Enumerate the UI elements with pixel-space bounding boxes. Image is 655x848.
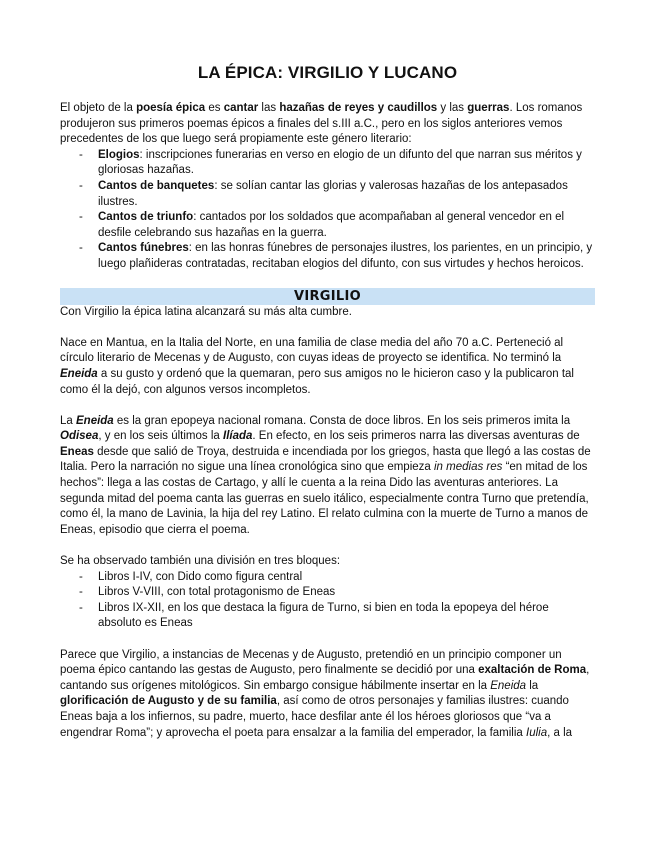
intro-bold-term: guerras xyxy=(467,102,510,114)
intro-text: . Los romanos produjeron sus primeros poemas épicos a finales del s.III a.C., pero en los siglos anteriores vemos precedentes de los que luego será propiamente este género literario: xyxy=(60,102,583,146)
intro-text: y las xyxy=(437,102,468,114)
intro-bold-term: cantar xyxy=(223,102,259,114)
intro-bold-term: hazañas de reyes y caudillos xyxy=(279,102,438,114)
section-paragraph: Con Virgilio la épica latina alcanzará su más alta cumbre. xyxy=(60,305,352,318)
genre-term: Cantos de triunfo xyxy=(98,211,194,224)
paragraph-text: , y en los seis últimos la xyxy=(98,430,223,443)
list-item: - Libros V-VIII, con total protagonismo de Eneas xyxy=(60,585,595,601)
list-item: - Libros IX-XII, en los que destaca la figura de Turno, si bien en toda la epopeya del héroe absoluto es Eneas xyxy=(60,601,595,632)
work-title: Eneida xyxy=(60,367,98,380)
bold-phrase: exaltación de Roma xyxy=(478,664,587,677)
paragraph-text: “en mitad de los hechos”: llega a las costas de Cartago, y allí le cuenta a la reina Dido las aventuras anteriores. La segunda mitad del poema canta las guerras en suelo itálico, especialmente contra Turno que pretendía, como él, la mano de Lavinia, la hija del rey Latino. El relato culmina con la muerte de Turno a manos de Eneas, episodio que cierra el poema. xyxy=(60,461,589,536)
genre-description: : cantados por los soldados que acompañaban al general vencedor en el desfile celebrando sus hazañas en la guerra. xyxy=(98,211,565,239)
paragraph-text: Nace en Mantua, en la Italia del Norte, en una familia de clase media del año 70 a.C. Perteneció al círculo literario de Mecenas y de Augusto, con cuyas ideas de proyecto se identifica. No terminó la xyxy=(60,336,564,365)
bold-name: Eneas xyxy=(60,445,94,458)
genre-description: : se solían cantar las glorias y valerosas hazañas de los antepasados ilustres. xyxy=(98,179,568,208)
work-title: Eneida xyxy=(76,414,114,427)
intro-paragraph xyxy=(60,101,595,148)
latin-phrase: in medias res xyxy=(434,461,503,474)
list-item xyxy=(60,148,595,179)
blocks-list xyxy=(60,570,595,632)
intro-bold-term: poesía épica xyxy=(136,102,206,114)
paragraph-text: . En efecto, en los seis primeros narra las diversas aventuras de xyxy=(252,430,580,443)
paragraph-spacer xyxy=(60,320,595,336)
intro-text: es xyxy=(205,102,224,114)
work-title: Ilíada xyxy=(223,430,253,443)
augustus-paragraph xyxy=(60,648,595,742)
paragraph-text: desde que salió de Troya, destruida e incendiada por los griegos, hasta que llegó a las costas de Italia. Pero la narración no sigue una línea cronológica sino que empieza xyxy=(60,445,591,474)
paragraph-spacer xyxy=(60,632,595,648)
genre-term: Cantos fúnebres xyxy=(98,242,189,255)
bold-phrase: glorificación de Augusto y de su familia xyxy=(60,695,277,708)
work-title: Eneida xyxy=(490,679,527,692)
paragraph-text: , a la xyxy=(547,726,573,739)
family-name: Iulia xyxy=(526,726,548,739)
paragraph-spacer xyxy=(60,538,595,554)
genre-description: : inscripciones funerarias en verso en elogio de un difunto del que narran sus méritos y gloriosas hazañas. xyxy=(98,148,582,177)
genre-term: Elogios xyxy=(98,148,140,161)
intro-text: las xyxy=(258,102,280,114)
paragraph-text: es la gran epopeya nacional romana. Consta de doce libros. En los seis primeros imita la xyxy=(113,414,571,427)
document-title: LA ÉPICA: VIRGILIO Y LUCANO xyxy=(197,63,458,82)
work-title: Odisea xyxy=(60,430,99,443)
paragraph-text: , así como de otros personajes y familias ilustres: cuando Eneas baja a los infiernos, su padre, muerto, hace desfilar ante él los héroes gloriosos que “va a engendrar Roma”; y aprovecha el poeta para ensalzar a la familia del emperador, la familia xyxy=(60,695,569,739)
list-item: - Libros I-IV, con Dido como figura central xyxy=(60,570,595,586)
list-item xyxy=(60,241,595,272)
paragraph-text: La xyxy=(60,414,76,427)
paragraph-text: , cantando sus orígenes mitológicos. Sin embargo consigue hábilmente insertar en la xyxy=(60,664,590,692)
section-heading-virgilio: VIRGILIO xyxy=(60,288,595,305)
intro-text: El objeto de la xyxy=(60,102,137,114)
paragraph-spacer xyxy=(60,398,595,414)
blocks-intro: Se ha observado también una división en tres bloques: xyxy=(60,555,341,568)
genre-description: : en las honras fúnebres de personajes ilustres, los parientes, en un principio, y luego plañideras contratadas, recitaban elogios del difunto, con sus virtudes y hechos heroicos. xyxy=(98,242,593,270)
biography-paragraph xyxy=(60,336,595,398)
genre-list xyxy=(60,148,595,273)
paragraph-text: la xyxy=(526,679,539,692)
paragraph-text: Parece que Virgilio, a instancias de Mecenas y de Augusto, pretendió en un principio componer un poema épico cantando las gestas de Augusto, pero finalmente se decidió por una xyxy=(60,648,562,677)
paragraph-text: a su gusto y ordenó que la quemaran, pero sus amigos no le hicieron caso y la publicaron tal como él la dejó, con algunos versos incompletos. xyxy=(60,367,574,396)
list-item xyxy=(60,210,595,241)
list-item xyxy=(60,179,595,210)
eneida-paragraph xyxy=(60,414,595,539)
genre-term: Cantos de banquetes xyxy=(98,179,215,192)
